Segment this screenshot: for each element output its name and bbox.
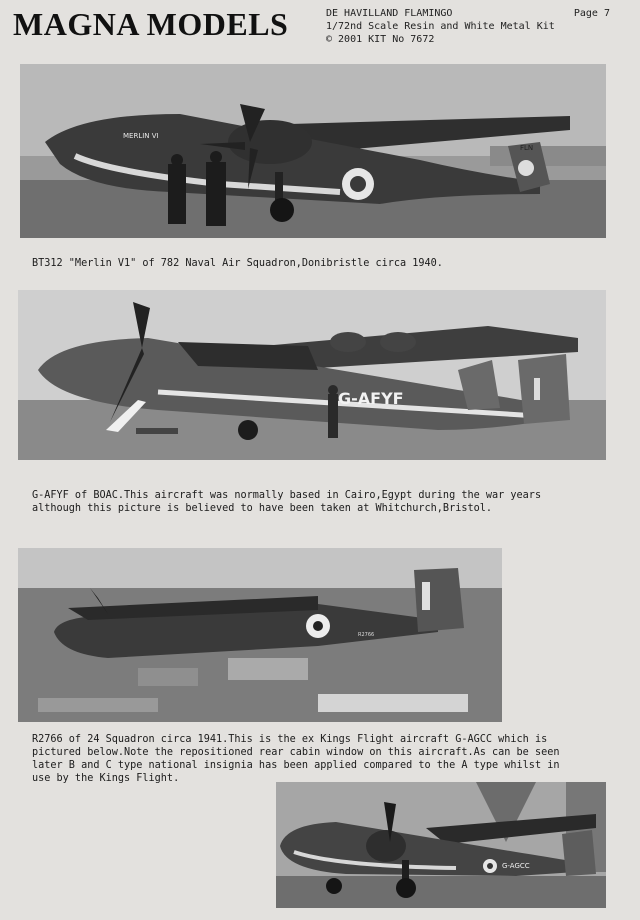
caption-r2766: R2766 of 24 Squadron circa 1941.This is the ex Kings Flight aircraft G-AGCC which is pictured below.Note the repositioned rear cabin window on this aircraft.As can be seen later B and C type national insignia has been applied compared to the A type whilst in use by the Kings Flight. [32,734,560,784]
header-info [326,7,626,46]
kit-subtitle: 1/72nd Scale Resin and White Metal Kit [326,21,555,32]
kit-title: DE HAVILLAND FLAMINGO [326,8,453,19]
photo-r2766 [18,548,502,722]
brand-title: MAGNA MODELS [13,6,289,42]
photo1-fin-marking: FLN [520,144,534,152]
photo-bt312 [20,64,606,238]
photo1-nose-marking: MERLIN VI [123,132,159,140]
caption-g-afyf: G-AFYF of BOAC.This aircraft was normally based in Cairo,Egypt during the war years although this picture is believed to have been taken at Whitchurch,Bristol. [32,490,542,514]
photo4-registration: G-AGCC [502,862,530,870]
caption-bt312: BT312 "Merlin V1" of 782 Naval Air Squadron,Donibristle circa 1940. [32,258,443,269]
photo-g-afyf [18,290,606,460]
photo-g-agcc [276,782,606,908]
kit-copyright: © 2001 KIT No 7672 [326,34,435,45]
page-number: Page 7 [573,8,610,19]
photo2-registration: G-AFYF [338,389,404,408]
photo3-serial: R2766 [358,632,375,638]
